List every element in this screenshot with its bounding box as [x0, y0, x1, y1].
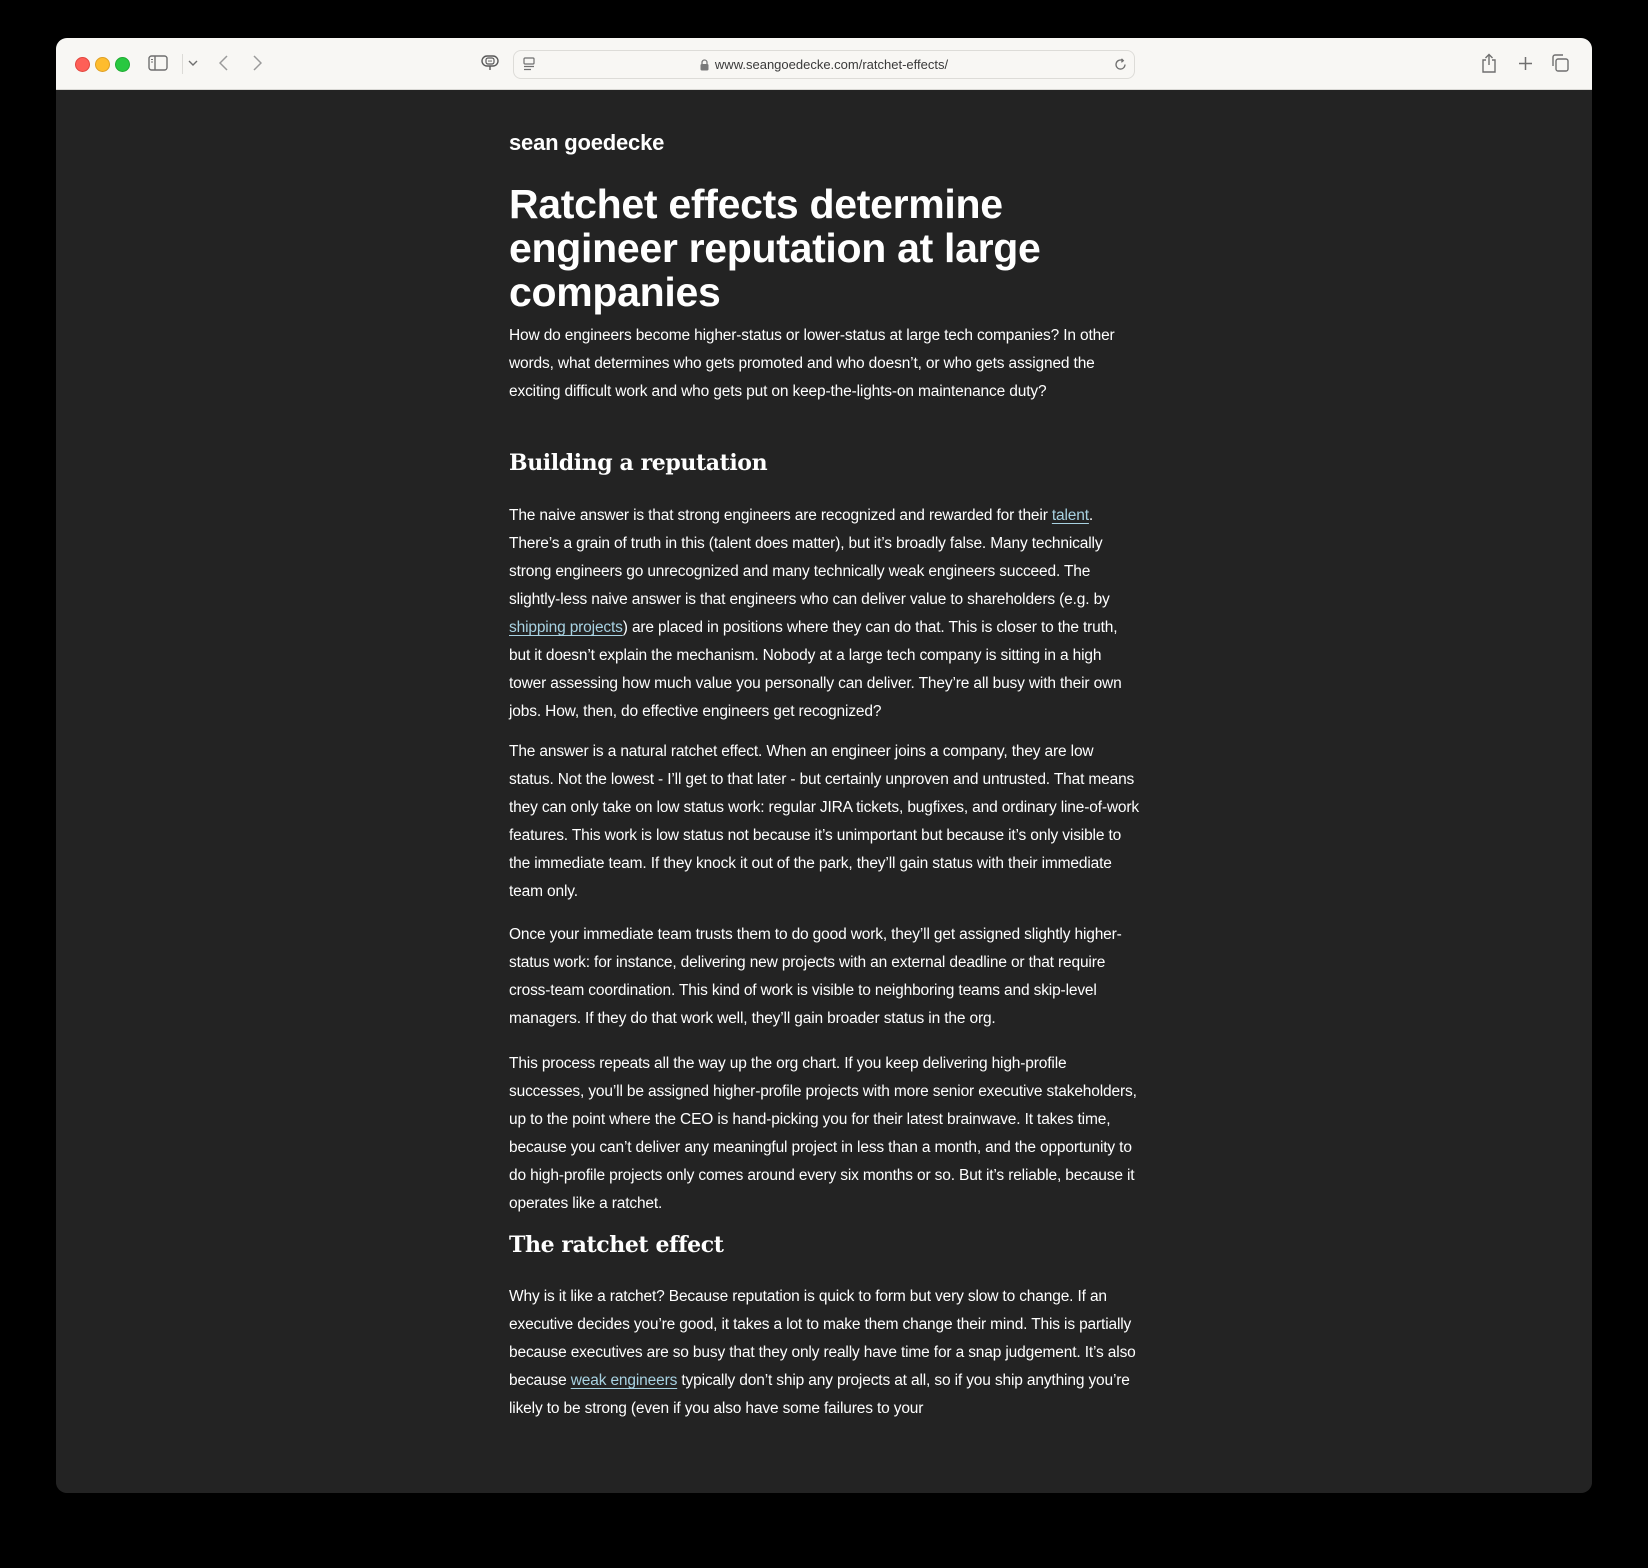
- translate-icon[interactable]: [479, 53, 501, 73]
- tab-overview-icon[interactable]: [1550, 53, 1570, 73]
- paragraph: [509, 502, 1139, 726]
- site-title[interactable]: sean goedecke: [509, 130, 665, 155]
- sidebar-icon[interactable]: [148, 53, 168, 73]
- paragraph: [509, 1283, 1139, 1423]
- paragraph-text: typically don’t ship any projects at all, so if you ship anything you’re likely to be strong (even if you also have some failures to your: [509, 1372, 1130, 1417]
- section-heading-building-reputation: Building a reputation: [509, 450, 768, 476]
- intro-paragraph: How do engineers become higher-status or lower-status at large tech companies? In other words, what determines who gets promoted and who doesn’t, or who gets assigned the exciting difficult work and who gets put on keep-the-lights-on maintenance duty?: [509, 327, 1115, 400]
- paragraph-text: Why is it like a ratchet? Because reputation is quick to form but very slow to change. If an executive decides you’re good, it takes a lot to make them change their mind. This is partially because executives are so busy that they only really have time for a snap judgement. It’s also because: [509, 1288, 1136, 1389]
- plus-icon[interactable]: [1516, 54, 1534, 72]
- chevron-left-icon[interactable]: [216, 53, 230, 73]
- url-text: www.seangoedecke.com/ratchet-effects/: [714, 57, 949, 72]
- post-title: Ratchet effects determine engineer reputation at large companies: [509, 181, 1041, 315]
- shipping-projects-link[interactable]: shipping projects: [509, 619, 623, 636]
- lock-icon: [700, 59, 709, 71]
- section-heading-ratchet-effect: The ratchet effect: [509, 1232, 724, 1258]
- zoom-window-button[interactable]: [115, 57, 130, 72]
- weak-engineers-link[interactable]: weak engineers: [570, 1372, 678, 1389]
- paragraph-text: ) are placed in positions where they can do that. This is closer to the truth, but it doesn’t explain the mechanism. Nobody at a large tech company is sitting in a high tower assessing how much value you personally can deliver. They’re all busy with their own jobs. How, then, do effective engineers get recognized?: [509, 619, 1122, 720]
- talent-link[interactable]: talent: [1051, 507, 1089, 524]
- share-icon[interactable]: [1480, 52, 1498, 74]
- toolbar-divider: [182, 54, 183, 74]
- reload-icon[interactable]: [1112, 56, 1128, 72]
- page-content: [56, 90, 1592, 1493]
- paragraph: The answer is a natural ratchet effect. When an engineer joins a company, they are low status. Not the lowest - I’ll get to that later - but certainly unproven and untrusted. That means they can only take on low status work: regular JIRA tickets, bugfixes, and ordinary line-of-work features. This work is low status not because it’s unimportant but because it’s only visible to the immediate team. If they knock it out of the park, they’ll gain status with their immediate team only.: [509, 743, 1140, 900]
- browser-window: [56, 38, 1592, 1493]
- paragraph: Once your immediate team trusts them to do good work, they’ll get assigned slightly higher-status work: for instance, delivering new projects with an external deadline or that require cross-team coordination. This kind of work is visible to neighboring teams and skip-level managers. If they do that work well, they’ll gain broader status in the org.: [509, 926, 1122, 1027]
- paragraph-text: The naive answer is that strong engineers are recognized and rewarded for their: [509, 507, 1052, 524]
- paragraph: This process repeats all the way up the org chart. If you keep delivering high-profile successes, you’ll be assigned higher-profile projects with more senior executive stakeholders, up to the point where the CEO is hand-picking you for their latest brainwave. It takes time, because you can’t deliver any meaningful project in less than a month, and the opportunity to do high-profile projects only comes around every six months or so. But it’s reliable, because it operates like a ratchet.: [509, 1055, 1137, 1212]
- browser-toolbar: [56, 38, 1592, 90]
- address-bar[interactable]: [513, 50, 1135, 79]
- minimize-window-button[interactable]: [95, 57, 110, 72]
- close-window-button[interactable]: [75, 57, 90, 72]
- chevron-down-icon[interactable]: [187, 56, 199, 70]
- paragraph-text: . There’s a grain of truth in this (talent does matter), but it’s broadly false. Many technically strong engineers go unrecognized and many technically weak engineers succeed. The slightly-less naive answer is that engineers who can deliver value to shareholders (e.g. by: [509, 507, 1110, 608]
- chevron-right-icon[interactable]: [250, 53, 264, 73]
- url-field[interactable]: [514, 51, 1134, 78]
